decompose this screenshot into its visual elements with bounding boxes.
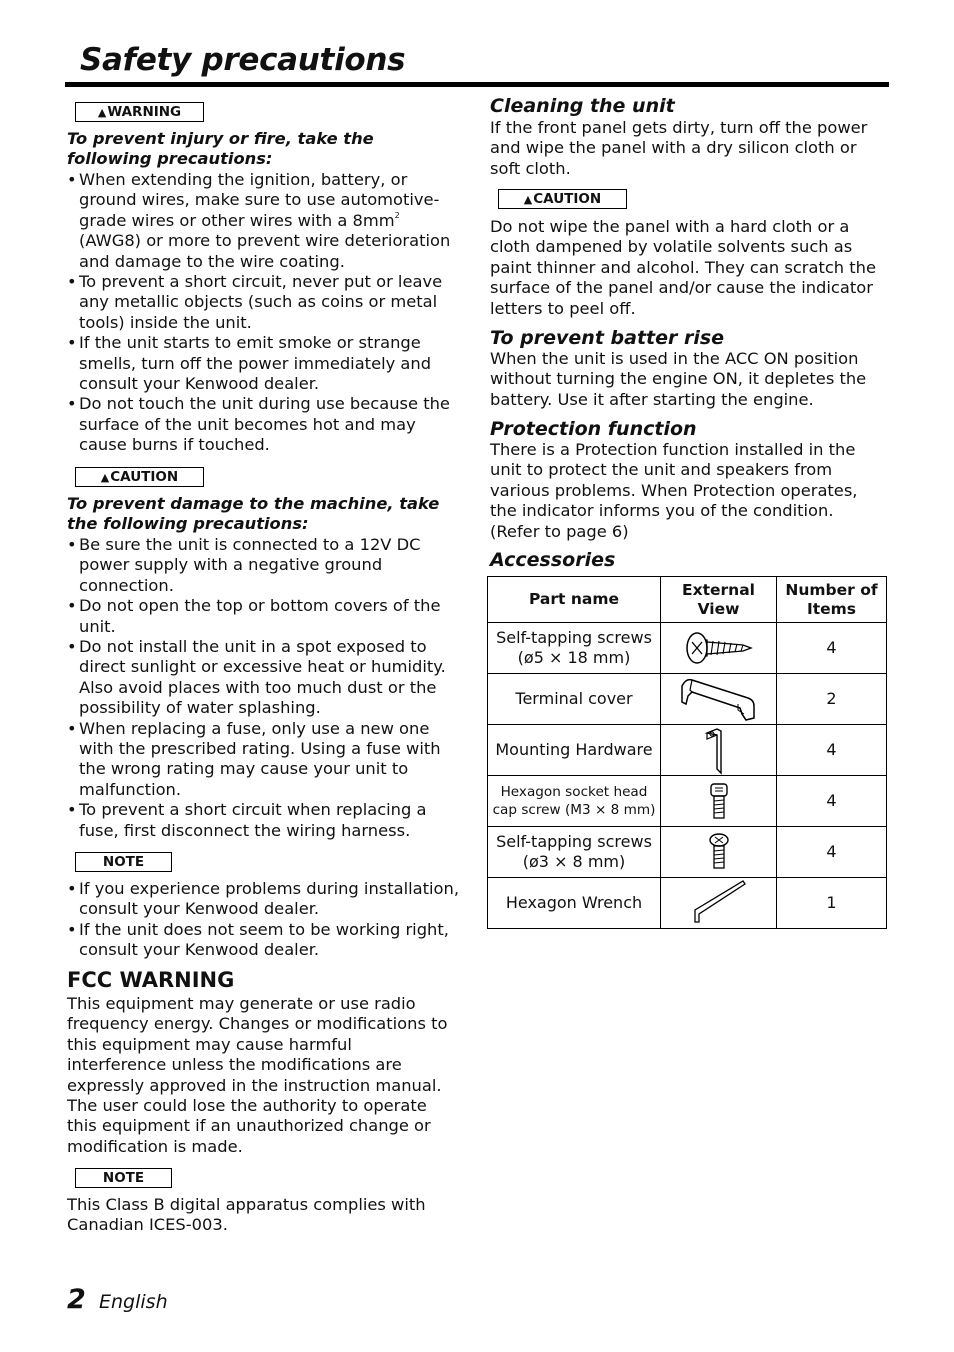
caution-list xyxy=(67,535,465,841)
hex-wrench-icon xyxy=(689,880,749,926)
note2-text: This Class B digital apparatus complies with Canadian ICES-003. xyxy=(67,1195,426,1235)
protection-heading: Protection function xyxy=(490,418,697,440)
table-row xyxy=(488,878,887,929)
list-item: • If you experience problems during installation, consult your Kenwood dealer. xyxy=(67,879,465,920)
table-row xyxy=(488,623,887,674)
terminal-cover-icon xyxy=(678,674,760,724)
header-external-view: External View xyxy=(661,577,777,623)
caution-triangle-icon: ▲ xyxy=(100,470,110,484)
part-name-cell: Terminal cover xyxy=(488,674,661,725)
large-screw-icon xyxy=(683,628,755,668)
external-view-cell xyxy=(661,776,777,827)
list-item: • Do not install the unit in a spot exposed to direct sunlight or excessive heat or humidity. Also avoid places with too much dust or the possibility of water splashing. xyxy=(67,637,465,719)
list-item: • If the unit starts to emit smoke or strange smells, turn off the power immediately and consult your Kenwood dealer. xyxy=(67,333,465,394)
accessories-heading: Accessories xyxy=(490,549,616,571)
list-item: • To prevent a short circuit when replacing a fuse, first disconnect the wiring harness. xyxy=(67,800,465,841)
list-item: • Do not touch the unit during use because the surface of the unit becomes hot and may cause burns if touched. xyxy=(67,394,465,455)
cleaning-text: If the front panel gets dirty, turn off the power and wipe the panel with a dry silicon cloth or soft cloth. xyxy=(490,118,868,178)
list-item: • Do not open the top or bottom covers of the unit. xyxy=(67,596,465,637)
hex-socket-screw-icon xyxy=(704,781,734,821)
protection-text: There is a Protection function installed in the unit to protect the unit and speakers from various problems. When Protection operates, the indicator informs you of the condition. (Refer to page 6) xyxy=(490,440,858,541)
note-label: NOTE xyxy=(75,852,172,872)
table-header-row xyxy=(488,577,887,623)
page-number: 2 xyxy=(67,1284,86,1315)
table-row xyxy=(488,725,887,776)
part-name-cell: Self-tapping screws (ø3 × 8 mm) xyxy=(488,827,661,878)
part-name-cell: Mounting Hardware xyxy=(488,725,661,776)
battery-text: When the unit is used in the ACC ON position without turning the engine ON, it depletes the battery. Use it after starting the engine. xyxy=(490,349,867,409)
title-rule xyxy=(65,82,889,87)
warning-list xyxy=(67,170,465,456)
table-row xyxy=(488,674,887,725)
fcc-text: This equipment may generate or use radio frequency energy. Changes or modifications to this equipment may cause harmful interference unless the modifications are expressly approved in the instruction manual. The user could lose the authority to operate this equipment if an unauthorized change or modification is made. xyxy=(67,994,448,1156)
count-cell: 4 xyxy=(777,776,887,827)
count-cell: 1 xyxy=(777,878,887,929)
caution-text-right: Do not wipe the panel with a hard cloth or a cloth dampened by volatile solvents such as paint thinner and alcohol. They can scratch the surface of the panel and/or cause the indicator letters to peel off. xyxy=(490,217,877,318)
caution-triangle-icon: ▲ xyxy=(523,192,533,206)
count-cell: 4 xyxy=(777,827,887,878)
count-cell: 2 xyxy=(777,674,887,725)
caution-label: ▲ CAUTION xyxy=(75,467,204,487)
battery-heading: To prevent batter rise xyxy=(490,327,725,349)
external-view-cell xyxy=(661,623,777,674)
accessories-table xyxy=(487,576,887,929)
count-cell: 4 xyxy=(777,623,887,674)
small-screw-icon xyxy=(704,832,734,872)
warning-triangle-icon: ▲ xyxy=(97,105,107,119)
note2-label: NOTE xyxy=(75,1168,172,1188)
list-item: • If the unit does not seem to be working right, consult your Kenwood dealer. xyxy=(67,920,465,961)
warning-label: ▲ WARNING xyxy=(75,102,204,122)
count-cell: 4 xyxy=(777,725,887,776)
part-name-cell: Self-tapping screws (ø5 × 18 mm) xyxy=(488,623,661,674)
page-language: English xyxy=(99,1291,168,1313)
list-item: • When replacing a fuse, only use a new one with the prescribed rating. Using a fuse with the wrong rating may cause your unit to malfunction. xyxy=(67,719,465,801)
fcc-heading: FCC WARNING xyxy=(67,968,235,992)
list-item: • Be sure the unit is connected to a 12V DC power supply with a negative ground connection. xyxy=(67,535,465,596)
external-view-cell xyxy=(661,827,777,878)
external-view-cell xyxy=(661,878,777,929)
warning-intro: To prevent injury or fire, take the following precautions: xyxy=(67,129,374,169)
note-list xyxy=(67,879,465,961)
external-view-cell xyxy=(661,674,777,725)
mounting-bracket-icon xyxy=(699,725,739,775)
cleaning-heading: Cleaning the unit xyxy=(490,95,675,117)
header-part-name: Part name xyxy=(488,577,661,623)
list-item: • To prevent a short circuit, never put or leave any metallic objects (such as coins or metal tools) inside the unit. xyxy=(67,272,465,333)
table-row xyxy=(488,827,887,878)
list-item: • When extending the ignition, battery, or ground wires, make sure to use automotive-grade wires or other wires with a $8mm^2$ (AWG8) or more to prevent wire deterioration and damage to the wire coating. xyxy=(67,170,465,272)
caution-label-right: ▲ CAUTION xyxy=(498,189,627,209)
part-name-cell: Hexagon socket head cap screw (M3 × 8 mm) xyxy=(488,776,661,827)
page-title: Safety precautions xyxy=(80,42,406,78)
caution-intro: To prevent damage to the machine, take the following precautions: xyxy=(67,494,440,534)
header-number-of-items: Number of Items xyxy=(777,577,887,623)
table-row xyxy=(488,776,887,827)
external-view-cell xyxy=(661,725,777,776)
part-name-cell: Hexagon Wrench xyxy=(488,878,661,929)
